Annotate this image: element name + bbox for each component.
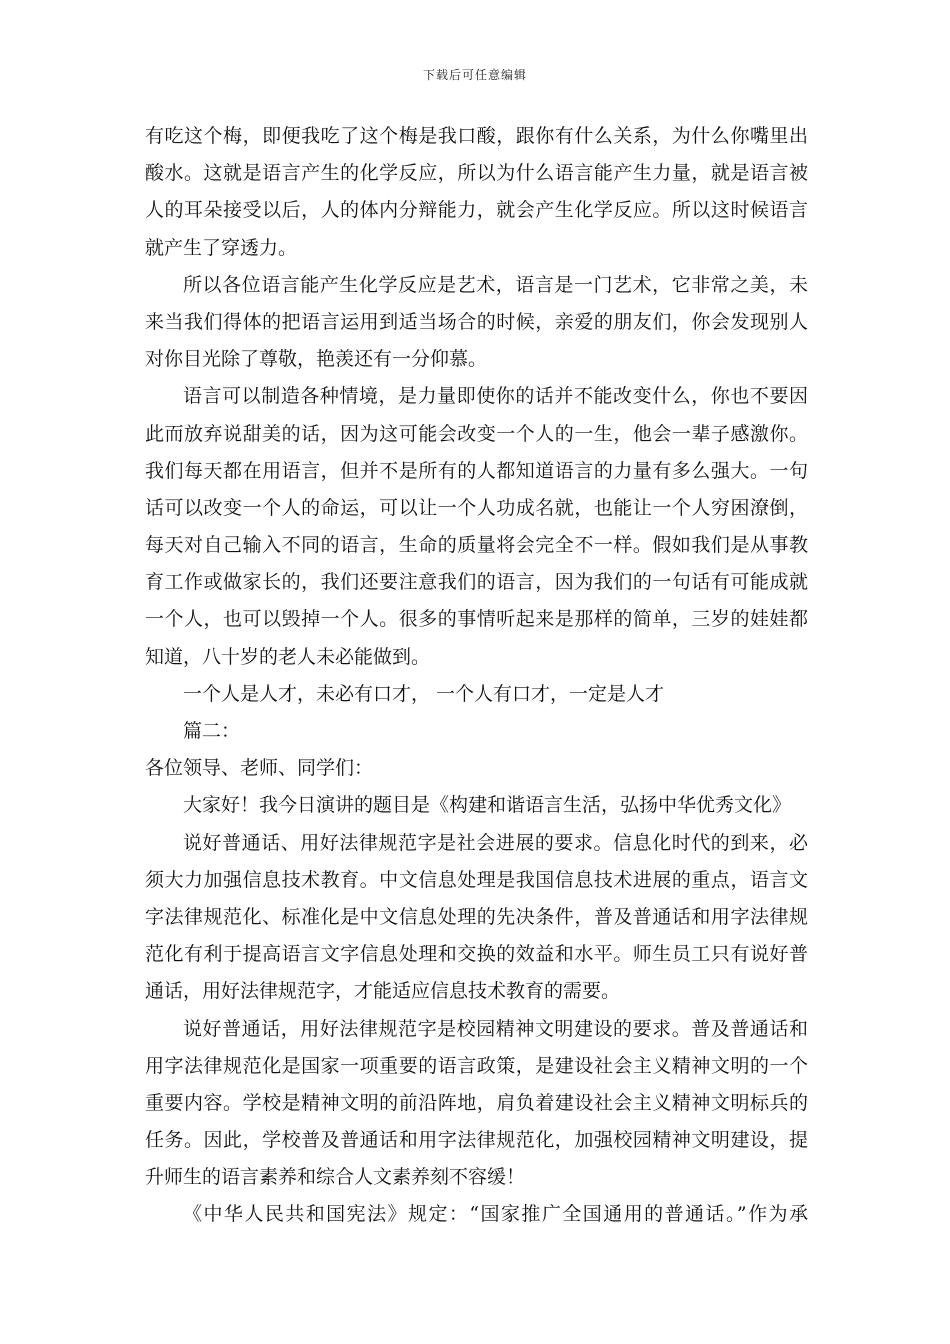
text-line: 所以各位语言能产生化学反应是艺术，语言是一门艺术，它非常之美，未 [183, 273, 808, 296]
text-line: 《中华人民共和国宪法》规定：“国家推广全国通用的普通话。”作为承 [183, 1203, 808, 1226]
text-line: 就产生了穿透力。 [145, 236, 298, 259]
text-line: 一个人，也可以毁掉一个人。很多的事情听起来是那样的简单，三岁的娃娃都 [145, 608, 808, 631]
text-line: 我们每天都在用语言，但并不是所有的人都知道语言的力量有多么强大。一句 [145, 459, 808, 482]
text-line: 任务。因此，学校普及普通话和用字法律规范化，加强校园精神文明建设，提 [145, 1129, 808, 1152]
text-line: 有吃这个梅，即便我吃了这个梅是我口酸，跟你有什么关系，为什么你嘴里出 [145, 125, 808, 147]
text-line: 范化有利于提高语言文字信息处理和交换的效益和水平。师生员工只有说好普 [145, 943, 808, 966]
text-line: 来当我们得体的把语言运用到适当场合的时候，亲爱的朋友们，你会发现别人 [145, 310, 808, 333]
text-line: 说好普通话、用好法律规范字是社会进展的要求。信息化时代的到来，必 [183, 831, 808, 854]
text-line: 每天对自己输入不同的语言，生命的质量将会完全不一样。假如我们是从事教 [145, 534, 808, 557]
text-line: 重要内容。学校是精神文明的前沿阵地，肩负着建设社会主义精神文明标兵的 [145, 1091, 808, 1114]
text-line: 篇二： [183, 720, 241, 742]
text-line: 用字法律规范化是国家一项重要的语言政策，是建设社会主义精神文明的一个 [145, 1054, 808, 1077]
text-line: 说好普通话，用好法律规范字是校园精神文明建设的要求。普及普通话和 [183, 1017, 808, 1040]
text-line: 各位领导、老师、同学们： [145, 757, 374, 780]
text-line: 育工作或做家长的，我们还要注意我们的语言，因为我们的一句话有可能成就 [145, 571, 808, 594]
document-body [145, 118, 808, 1234]
text-line: 须大力加强信息技术教育。中文信息处理是我国信息技术进展的重点，语言文 [145, 868, 808, 891]
text-line: 升师生的语言素养和综合人文素养刻不容缓！ [145, 1166, 526, 1189]
text-line: 通话，用好法律规范字，才能适应信息技术教育的需要。 [145, 980, 621, 1003]
text-line: 一个人是人才，未必有口才， 一个人有口才，一定是人才 [183, 682, 665, 705]
text-line: 对你目光除了尊敬，艳羡还有一分仰慕。 [145, 348, 488, 371]
text-line: 字法律规范化、标准化是中文信息处理的先决条件，普及普通话和用字法律规 [145, 905, 808, 928]
text-line: 大家好！我今日演讲的题目是《构建和谐语言生活，弘扬中华优秀文化》 [183, 794, 792, 817]
text-line: 酸水。这就是语言产生的化学反应，所以为什么语言能产生力量，就是语言被 [145, 162, 808, 185]
text-line: 话可以改变一个人的命运，可以让一个人功成名就，也能让一个人穷困潦倒， [145, 496, 808, 519]
text-line: 知道，八十岁的老人未必能做到。 [145, 645, 431, 668]
text-line: 此而放弃说甜美的话，因为这可能会改变一个人的一生，他会一辈子感激你。 [145, 422, 808, 445]
text-line: 语言可以制造各种情境，是力量即使你的话并不能改变什么，你也不要因 [183, 385, 808, 408]
page-header: 下载后可任意编辑 [422, 68, 527, 82]
text-line: 人的耳朵接受以后，人的体内分辩能力，就会产生化学反应。所以这时候语言 [145, 199, 808, 222]
